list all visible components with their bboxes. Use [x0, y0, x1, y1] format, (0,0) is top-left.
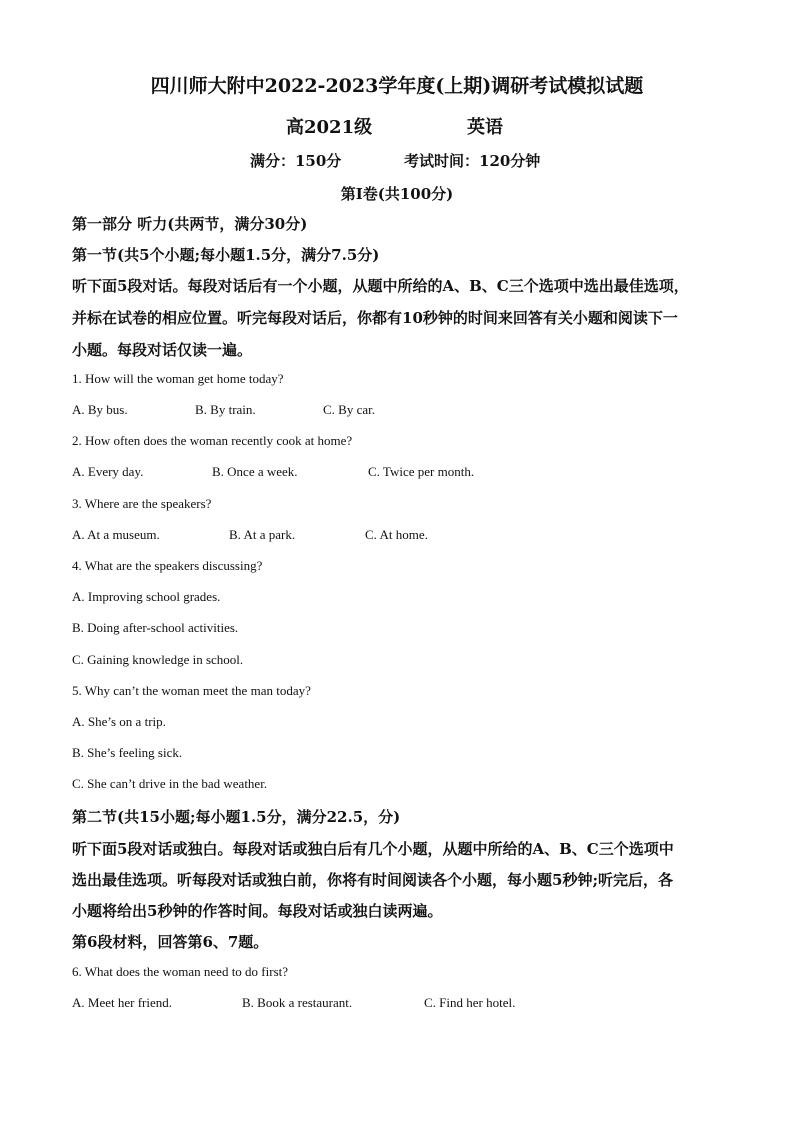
grade-label: 高2021级 [286, 117, 373, 138]
option-a: A. Meet her friend. [72, 995, 172, 1010]
option-b: B. At a park. [229, 527, 296, 542]
section1-instruction-line: 小题。每段对话仅读一遍。 [72, 341, 253, 359]
part1-heading: 第一部分 听力(共两节，满分30分) [72, 215, 308, 233]
option-c: C. By car. [323, 402, 375, 417]
option-a: A. At a museum. [72, 527, 160, 542]
exam-title: 四川师大附中2022-2023学年度(上期)调研考试模拟试题 [150, 75, 644, 97]
option-c: C. At home. [365, 527, 428, 542]
option-c: C. She can’t drive in the bad weather. [72, 776, 268, 791]
question-text: 1. How will the woman get home today? [72, 371, 284, 386]
section2-heading: 第二节(共15小题;每小题1.5分，满分22.5，分) [72, 808, 401, 826]
volume-label: 第I卷(共100分) [340, 185, 454, 203]
section1-instruction-line: 听下面5段对话。每段对话后有一个小题，从题中所给的A、B、C三个选项中选出最佳选项， [72, 277, 689, 295]
section2-instruction-line: 选出最佳选项。听每段对话或独白前，你将有时间阅读各个小题，每小题5秒钟;听完后，各 [72, 871, 673, 889]
option-b: B. Once a week. [212, 464, 298, 479]
option-c: C. Twice per month. [368, 464, 475, 479]
full-score: 满分：150分 [250, 152, 342, 170]
question-text: 6. What does the woman need to do first? [72, 964, 289, 979]
option-a: A. By bus. [72, 402, 128, 417]
option-b: B. She’s feeling sick. [72, 745, 183, 760]
option-b: B. By train. [195, 402, 256, 417]
option-a: A. Improving school grades. [72, 589, 221, 604]
section1-heading: 第一节(共5个小题;每小题1.5分，满分7.5分) [72, 246, 380, 264]
section1-instruction-line: 并标在试卷的相应位置。听完每段对话后，你都有10秒钟的时间来回答有关小题和阅读下一 [72, 309, 678, 327]
option-a: A. Every day. [72, 464, 144, 479]
exam-time: 考试时间：120分钟 [404, 152, 541, 170]
material-note: 第6段材料，回答第6、7题。 [72, 933, 269, 951]
question-text: 5. Why can’t the woman meet the man today? [72, 683, 311, 698]
question-text: 3. Where are the speakers? [72, 496, 212, 511]
option-b: B. Doing after-school activities. [72, 620, 239, 635]
question-text: 2. How often does the woman recently cook at home? [72, 433, 353, 448]
option-c: C. Find her hotel. [424, 995, 516, 1010]
section2-instruction-line: 听下面5段对话或独白。每段对话或独白后有几个小题，从题中所给的A、B、C三个选项中 [72, 840, 674, 858]
question-text: 4. What are the speakers discussing? [72, 558, 263, 573]
subject-label: 英语 [467, 117, 503, 138]
section2-instruction-line: 小题将给出5秒钟的作答时间。每段对话或独白读两遍。 [72, 902, 443, 920]
option-a: A. She’s on a trip. [72, 714, 166, 729]
option-b: B. Book a restaurant. [242, 995, 353, 1010]
option-c: C. Gaining knowledge in school. [72, 652, 244, 667]
